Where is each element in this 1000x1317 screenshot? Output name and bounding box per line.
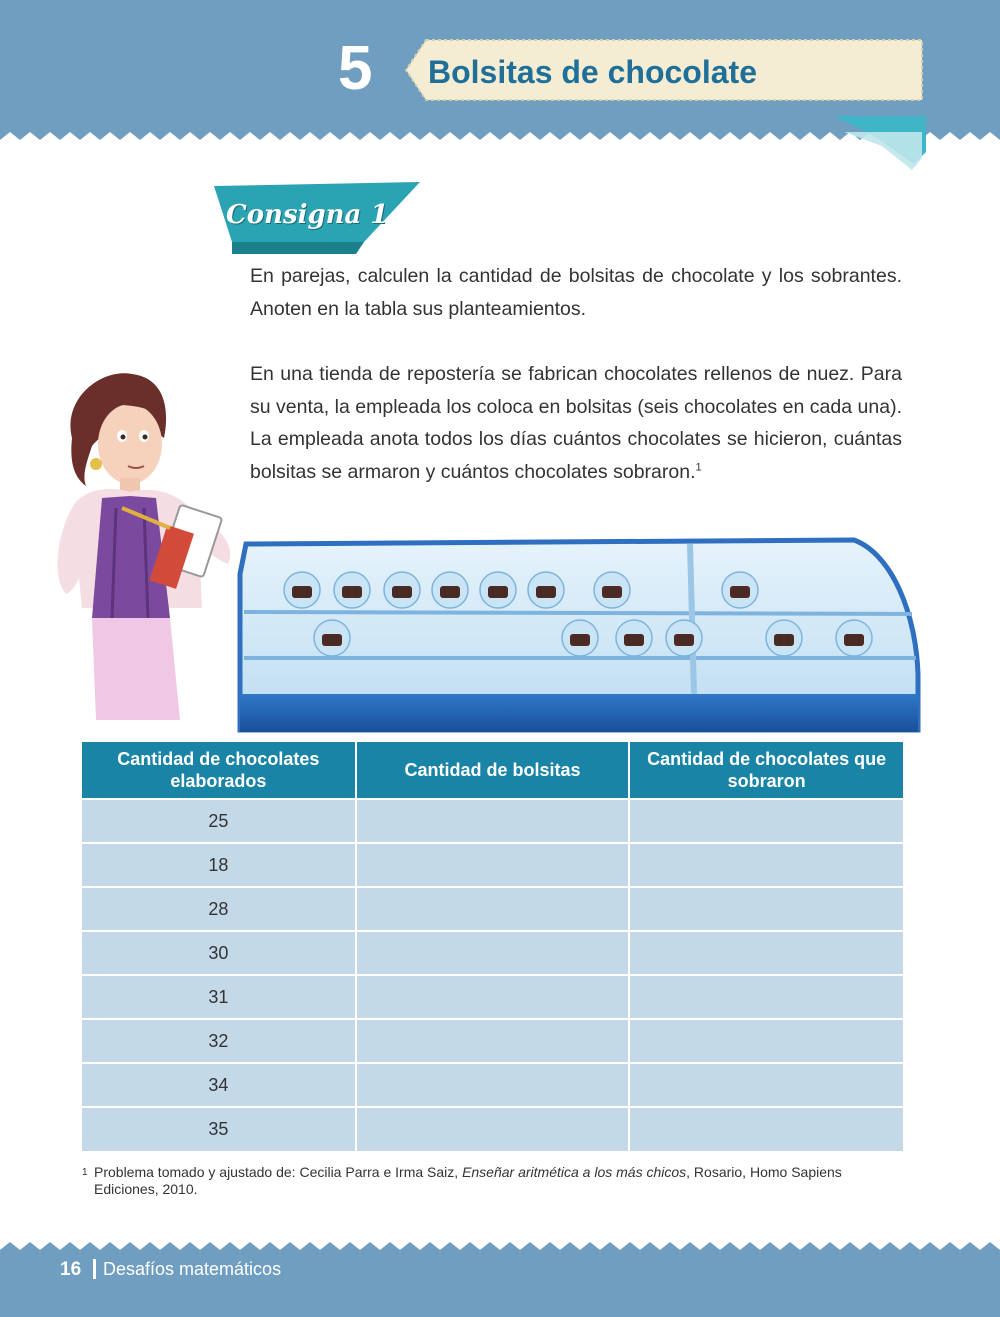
cell-sobraron[interactable]: [629, 799, 903, 843]
header-chocolates-sobraron: Cantidad de chocolates que sobraron: [629, 742, 903, 799]
cell-sobraron[interactable]: [629, 1019, 903, 1063]
problem-paragraph: [250, 358, 902, 488]
cell-bolsitas[interactable]: [356, 1063, 630, 1107]
footnote-text-after: , Rosario, Homo Sapiens Ediciones, 2010.: [94, 1164, 842, 1197]
footer-book-title: Desafíos matemáticos: [103, 1259, 282, 1279]
cell-bolsitas[interactable]: [356, 843, 630, 887]
cell-chocolates: 32: [82, 1019, 356, 1063]
table-row: [82, 887, 903, 931]
table-row: [82, 1019, 903, 1063]
cell-sobraron[interactable]: [629, 1107, 903, 1151]
table-header-row: [82, 742, 903, 799]
chocolates-table: [82, 742, 903, 1151]
lesson-number: 5: [338, 34, 373, 103]
page-number: 16: [60, 1259, 82, 1280]
cell-chocolates: 18: [82, 843, 356, 887]
table-row: [82, 1063, 903, 1107]
cell-chocolates: 31: [82, 975, 356, 1019]
footer-divider: [93, 1259, 96, 1279]
cell-sobraron[interactable]: [629, 931, 903, 975]
header-chocolates-elaborados: Cantidad de chocolates elaborados: [82, 742, 356, 799]
lesson-title: Bolsitas de chocolate: [428, 54, 757, 90]
footnote-text-before: Problema tomado y ajustado de: Cecilia Parra e Irma Saiz,: [94, 1164, 463, 1180]
table-row: [82, 799, 903, 843]
cell-sobraron[interactable]: [629, 887, 903, 931]
cell-chocolates: 30: [82, 931, 356, 975]
display-case-illustration: [232, 534, 924, 740]
cell-chocolates: 35: [82, 1107, 356, 1151]
cell-sobraron[interactable]: [629, 843, 903, 887]
table-row: [82, 843, 903, 887]
problem-text: En una tienda de repostería se fabrican chocolates rellenos de nuez. Para su venta, la empleada los coloca en bolsitas (seis chocolates en cada una). La empleada anota todos los días cuántos chocolates se hicieron, cuántas bolsitas se armaron y cuántos chocolates sobraron.: [250, 363, 902, 483]
footnote-reference: 1: [695, 461, 702, 473]
table-row: [82, 931, 903, 975]
cell-bolsitas[interactable]: [356, 931, 630, 975]
cell-sobraron[interactable]: [629, 1063, 903, 1107]
cell-bolsitas[interactable]: [356, 799, 630, 843]
consigna-label: Consigna 1: [226, 200, 389, 230]
cell-bolsitas[interactable]: [356, 887, 630, 931]
cell-bolsitas[interactable]: [356, 975, 630, 1019]
cell-chocolates: 34: [82, 1063, 356, 1107]
cell-chocolates: 28: [82, 887, 356, 931]
footnote-mark: 1: [82, 1167, 88, 1178]
instruction-paragraph: En parejas, calculen la cantidad de bolsitas de chocolate y los sobrantes. Anoten en la tabla sus planteamientos.: [250, 265, 902, 320]
cell-sobraron[interactable]: [629, 975, 903, 1019]
employee-illustration: [52, 368, 242, 720]
table-row: [82, 975, 903, 1019]
footnote: [82, 1164, 902, 1198]
cell-chocolates: 25: [82, 799, 356, 843]
table-row: [82, 1107, 903, 1151]
cell-bolsitas[interactable]: [356, 1019, 630, 1063]
header-cantidad-bolsitas: Cantidad de bolsitas: [356, 742, 630, 799]
footnote-book-title: Enseñar aritmética a los más chicos: [462, 1164, 687, 1180]
footnote-text: [94, 1164, 902, 1198]
cell-bolsitas[interactable]: [356, 1107, 630, 1151]
